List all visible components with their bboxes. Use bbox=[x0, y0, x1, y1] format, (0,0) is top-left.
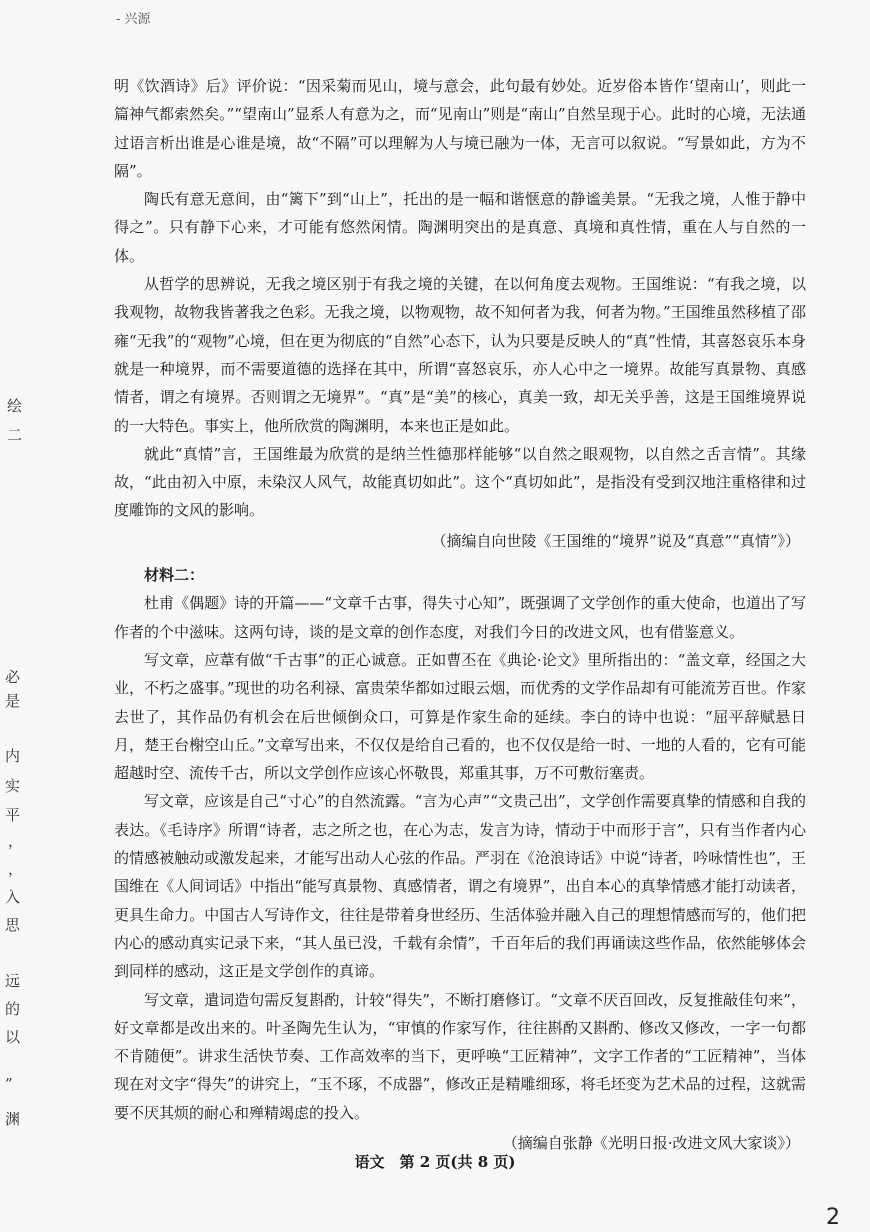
margin-fragment: 必 bbox=[5, 668, 21, 686]
paragraph: 写文章，应该是自己“寸心”的自然流露。“言为心声”“文贵己出”，文学创作需要真挚的情感和自我的表达。《毛诗序》所谓“诗者，志之所之也，在心为志，发言为诗，情动于中而形于言”，只有当作者内心的情感被触动或激发起来，才能写出动人心弦的作品。严羽在《沧浪诗话》中说“诗者，吟咏情性也”，王国维在《人间词话》中指出“能写真景物、真感情者，谓之有境界”，出自本心的真挚情感才能打动读者，更具生命力。中国古人写诗作文，往往是带着身世经历、生活体验并融入自己的理想情感而写的，他们把内心的感动真实记录下来，“其人虽已没，千载有余情”，千百年后的我们再诵读这些作品，依然能够体会到同样的感动，这正是文学创作的真谛。 bbox=[114, 792, 806, 981]
handwritten-page-number: 2 bbox=[826, 1205, 840, 1230]
paragraph: 杜甫《偶题》诗的开篇——“文章千古事，得失寸心知”，既强调了文学创作的重大使命，也道出了写作者的个中滋味。这两句诗，谈的是文章的创作态度，对我们今日的改进文风，也有借鉴意义。 bbox=[114, 594, 806, 641]
margin-fragment: 实 bbox=[5, 777, 21, 795]
paragraph: 写文章，遣词造句需反复斟酌，计较“得失”，不断打磨修订。“文章不厌百回改，反复推敲佳句来”，好文章都是改出来的。叶圣陶先生认为，“审慎的作家写作，往往斟酌又斟酌、修改又修改，一字一句都不肯随便”。讲求生活快节奏、工作高效率的当下，更呼唤“工匠精神”，文字工作者的“工匠精神”，当体现在对文字“得失”的讲究上，“玉不琢，不成器”，修改正是精雕细琢，将毛坯变为艺术品的过程，这就需要不厌其烦的耐心和殚精竭虑的投入。 bbox=[114, 990, 806, 1122]
page-body bbox=[114, 72, 806, 1163]
margin-fragment: 是 bbox=[5, 692, 21, 710]
header-fragment: ‐ 兴源 bbox=[116, 12, 151, 27]
margin-fragment: ” bbox=[5, 1075, 13, 1093]
section-heading: 材料二： bbox=[144, 566, 205, 585]
source-citation: （摘编自张静《光明日报·改进文风大家谈》） bbox=[502, 1133, 800, 1152]
margin-fragment: 渊 bbox=[5, 1110, 21, 1128]
margin-fragment: 以 bbox=[5, 1028, 21, 1046]
paragraph: 从哲学的思辨说，无我之境区别于有我之境的关键，在以何角度去观物。王国维说：“有我之境，以我观物，故物我皆著我之色彩。无我之境，以物观物，故不知何者为我，何者为物。”王国维虽然移植了邵雍“无我”的“观物”心境，但在更为彻底的“自然”心态下，认为只要是反映人的“真”性情，其喜怒哀乐本身就是一种境界，而不需要道德的选择在其中，所谓“喜怒哀乐，亦人心中之一境界。故能写真景物、真感情者，谓之有境界。否则谓之无境界”。“真”是“美”的核心，真美一致，却无关乎善，这是王国维境界说的一大特色。事实上，他所欣赏的陶渊明，本来也正是如此。 bbox=[114, 275, 806, 435]
margin-fragment: 的 bbox=[5, 1000, 21, 1018]
margin-fragment: 思 bbox=[5, 916, 21, 934]
paragraph: 明《饮酒诗》后》评价说：“因采菊而见山，境与意会，此句最有妙处。近岁俗本皆作‘望南山’，则此一篇神气都索然矣。”“望南山”显系人有意为之，而“见南山”则是“南山”自然呈现于心。此时的心境，无法通过语言析出谁是心谁是境，故“不隔”可以理解为人与境已融为一体，无言可以叙说。“写景如此，方为不隔”。 bbox=[114, 77, 806, 180]
margin-fragment: ， bbox=[8, 832, 24, 850]
margin-fragment: 远 bbox=[5, 972, 21, 990]
page-footer: 语文 第 2 页(共 8 页) bbox=[354, 1153, 516, 1171]
paragraph: 陶氏有意无意间，由“篱下”到“山上”，托出的是一幅和谐惬意的静谧美景。“无我之境，人惟于静中得之”。只有静下心来，才可能有悠然闲情。陶渊明突出的是真意、真境和真性情，重在人与自然的一体。 bbox=[114, 190, 806, 265]
margin-fragment: 入 bbox=[5, 888, 21, 906]
margin-fragment: 内 bbox=[5, 747, 21, 765]
source-citation: （摘编自向世陵《王国维的“境界”说及“真意”“真情”》） bbox=[431, 531, 800, 550]
margin-fragment: ， bbox=[8, 860, 24, 878]
paragraph: 就此“真情”言，王国维最为欣赏的是纳兰性德那样能够“以自然之眼观物，以自然之舌言情”。其缘故，“此由初入中原，未染汉人风气，故能真切如此”。这个“真切如此”，是指没有受到汉地注重格律和过度雕饰的文风的影响。 bbox=[114, 444, 806, 520]
margin-fragment: 绘 bbox=[7, 397, 23, 415]
margin-fragment: 二 bbox=[7, 426, 23, 444]
paragraph: 写文章，应葦有做“千古事”的正心诚意。正如曹丕在《典论·论文》里所指出的：“盖文章，经国之大业，不朽之盛事。”现世的功名利禄、富贵荣华都如过眼云烟，而优秀的文学作品却有可能流芳百世。作家去世了，其作品仍有机会在后世倾倒众口，可算是作家生命的延续。李白的诗中也说：“屈平辞赋悬日月，楚王台榭空山丘。”文章写出来，不仅仅是给自己看的，也不仅仅是给一时、一地的人看的，它有可能超越时空、流传千古，所以文学创作应该心怀敬畏，郑重其事，万不可敷衍塞责。 bbox=[114, 650, 806, 783]
margin-fragment: 平 bbox=[5, 806, 21, 824]
